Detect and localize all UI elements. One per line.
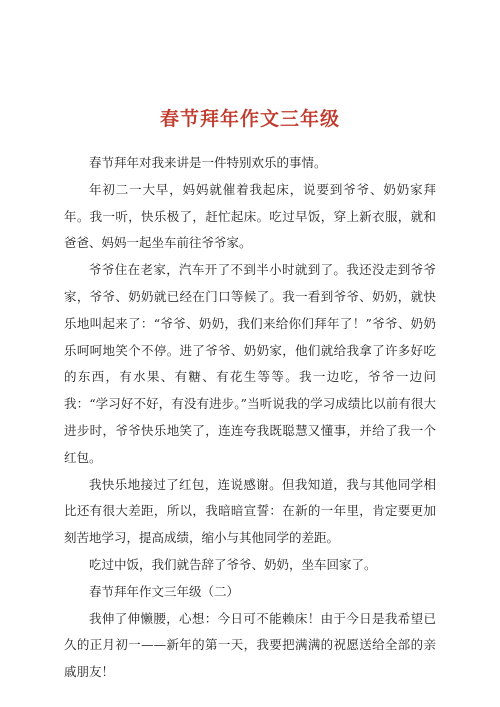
paragraph-new-year-day: 我伸了伸懒腰，心想：今日可不能赖床！由于今日是我希望已久的正月初一——新年的第一天，我要把满满的祝愿送给全部的亲戚朋友！ [64, 610, 436, 680]
paragraph-return-home: 吃过中饭，我们就告辞了爷爷、奶奶，坐车回家了。 [89, 556, 377, 572]
paragraph-red-envelope: 我快乐地接过了红包，连说感谢。但我知道，我与其他同学相比还有很大差距，所以，我暗暗宣誓：在新的一年里，肯定要更加刻苦地学习，提高成绩，缩小与其他同学的差距。 [64, 476, 436, 546]
paragraph-grandparents-home: 爷爷住在老家，汽车开了不到半小时就到了。我还没走到爷爷家，爷爷、奶奶就已经在门口等候了。我一看到爷爷、奶奶，就快乐地叫起来了：“爷爷、奶奶，我们来给你们拜年了！”爷爷、奶奶乐呵呵地笑个不停。进了爷爷、奶奶家，他们就给我拿了许多好吃的东西，有水果、有糖、有花生等等。我一边吃，爷爷一边问我：“学习好不好，有没有进步。”当听说我的学习成绩比以前有很大进步时，爷爷快乐地笑了，连连夸我既聪慧又懂事，并给了我一个红包。 [64, 262, 436, 465]
document-title: 春节拜年作文三年级 [159, 108, 340, 130]
paragraph-intro: 春节拜年对我来讲是一件特别欢乐的事情。 [89, 155, 327, 170]
section-heading-two: 春节拜年作文三年级（二） [89, 583, 240, 599]
paragraph-morning: 年初二一大早，妈妈就催着我起床，说要到爷爷、奶奶家拜年。我一听，快乐极了，赶忙起床。吃过早饭，穿上新衣服，就和爸爸、妈妈一起坐车前往爷爷家。 [64, 181, 436, 251]
document-body [64, 150, 436, 686]
